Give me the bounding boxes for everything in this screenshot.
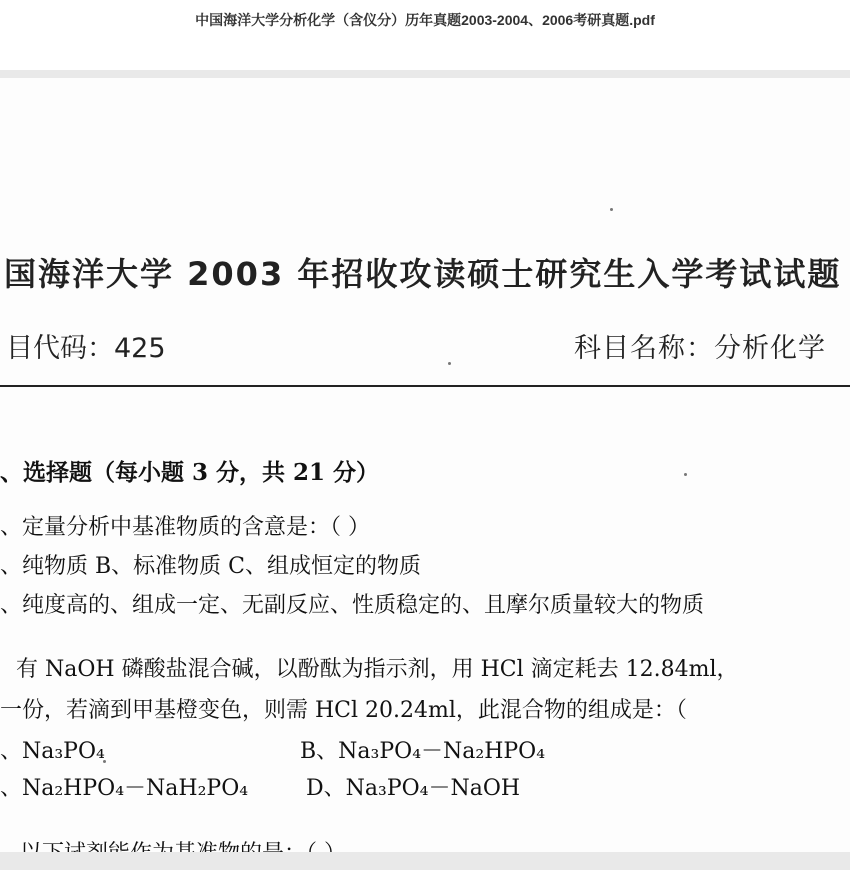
question-2-line-2: 一份，若滴到甲基橙变色，则需 HCl 20.24ml，此混合物的组成是：（ [0, 698, 687, 723]
question-1: 、定量分析中基准物质的含意是：（ ） [0, 515, 370, 540]
question-1-option-d: 、纯度高的、组成一定、无副反应、性质稳定的、且摩尔质量较大的物质 [0, 593, 705, 618]
page-gap [0, 852, 850, 870]
question-2-option-d: D、Na₃PO₄－NaOH [306, 776, 521, 801]
document-filename: 中国海洋大学分析化学（含仪分）历年真题2003-2004、2006考研真题.pdf [195, 12, 655, 28]
toolbar-separator [0, 70, 850, 78]
scan-speck [610, 208, 613, 211]
question-2-option-c: 、Na₂HPO₄－NaH₂PO₄ [0, 776, 249, 801]
subject-code: 目代码：425 [6, 333, 166, 364]
scan-speck [448, 362, 451, 365]
pdf-page [0, 78, 850, 852]
question-2-option-a: 、Na₃PO₄ [0, 739, 105, 764]
subject-name: 科目名称：分析化学 [574, 333, 826, 364]
question-2-option-b: B、Na₃PO₄－Na₂HPO₄ [300, 739, 546, 764]
question-2-line-1: 有 NaOH 磷酸盐混合碱，以酚酞为指示剂，用 HCl 滴定耗去 12.84ml， [16, 657, 739, 682]
exam-header-title: 国海洋大学 2003 年招收攻读硕士研究生入学考试试题 [4, 255, 842, 293]
document-header [0, 0, 850, 70]
section-heading: 、选择题（每小题 3 分，共 21 分） [0, 459, 380, 486]
header-rule [0, 385, 850, 387]
question-1-options-abc: 、纯物质 B、标准物质 C、组成恒定的物质 [0, 554, 421, 579]
scan-speck [684, 473, 687, 476]
